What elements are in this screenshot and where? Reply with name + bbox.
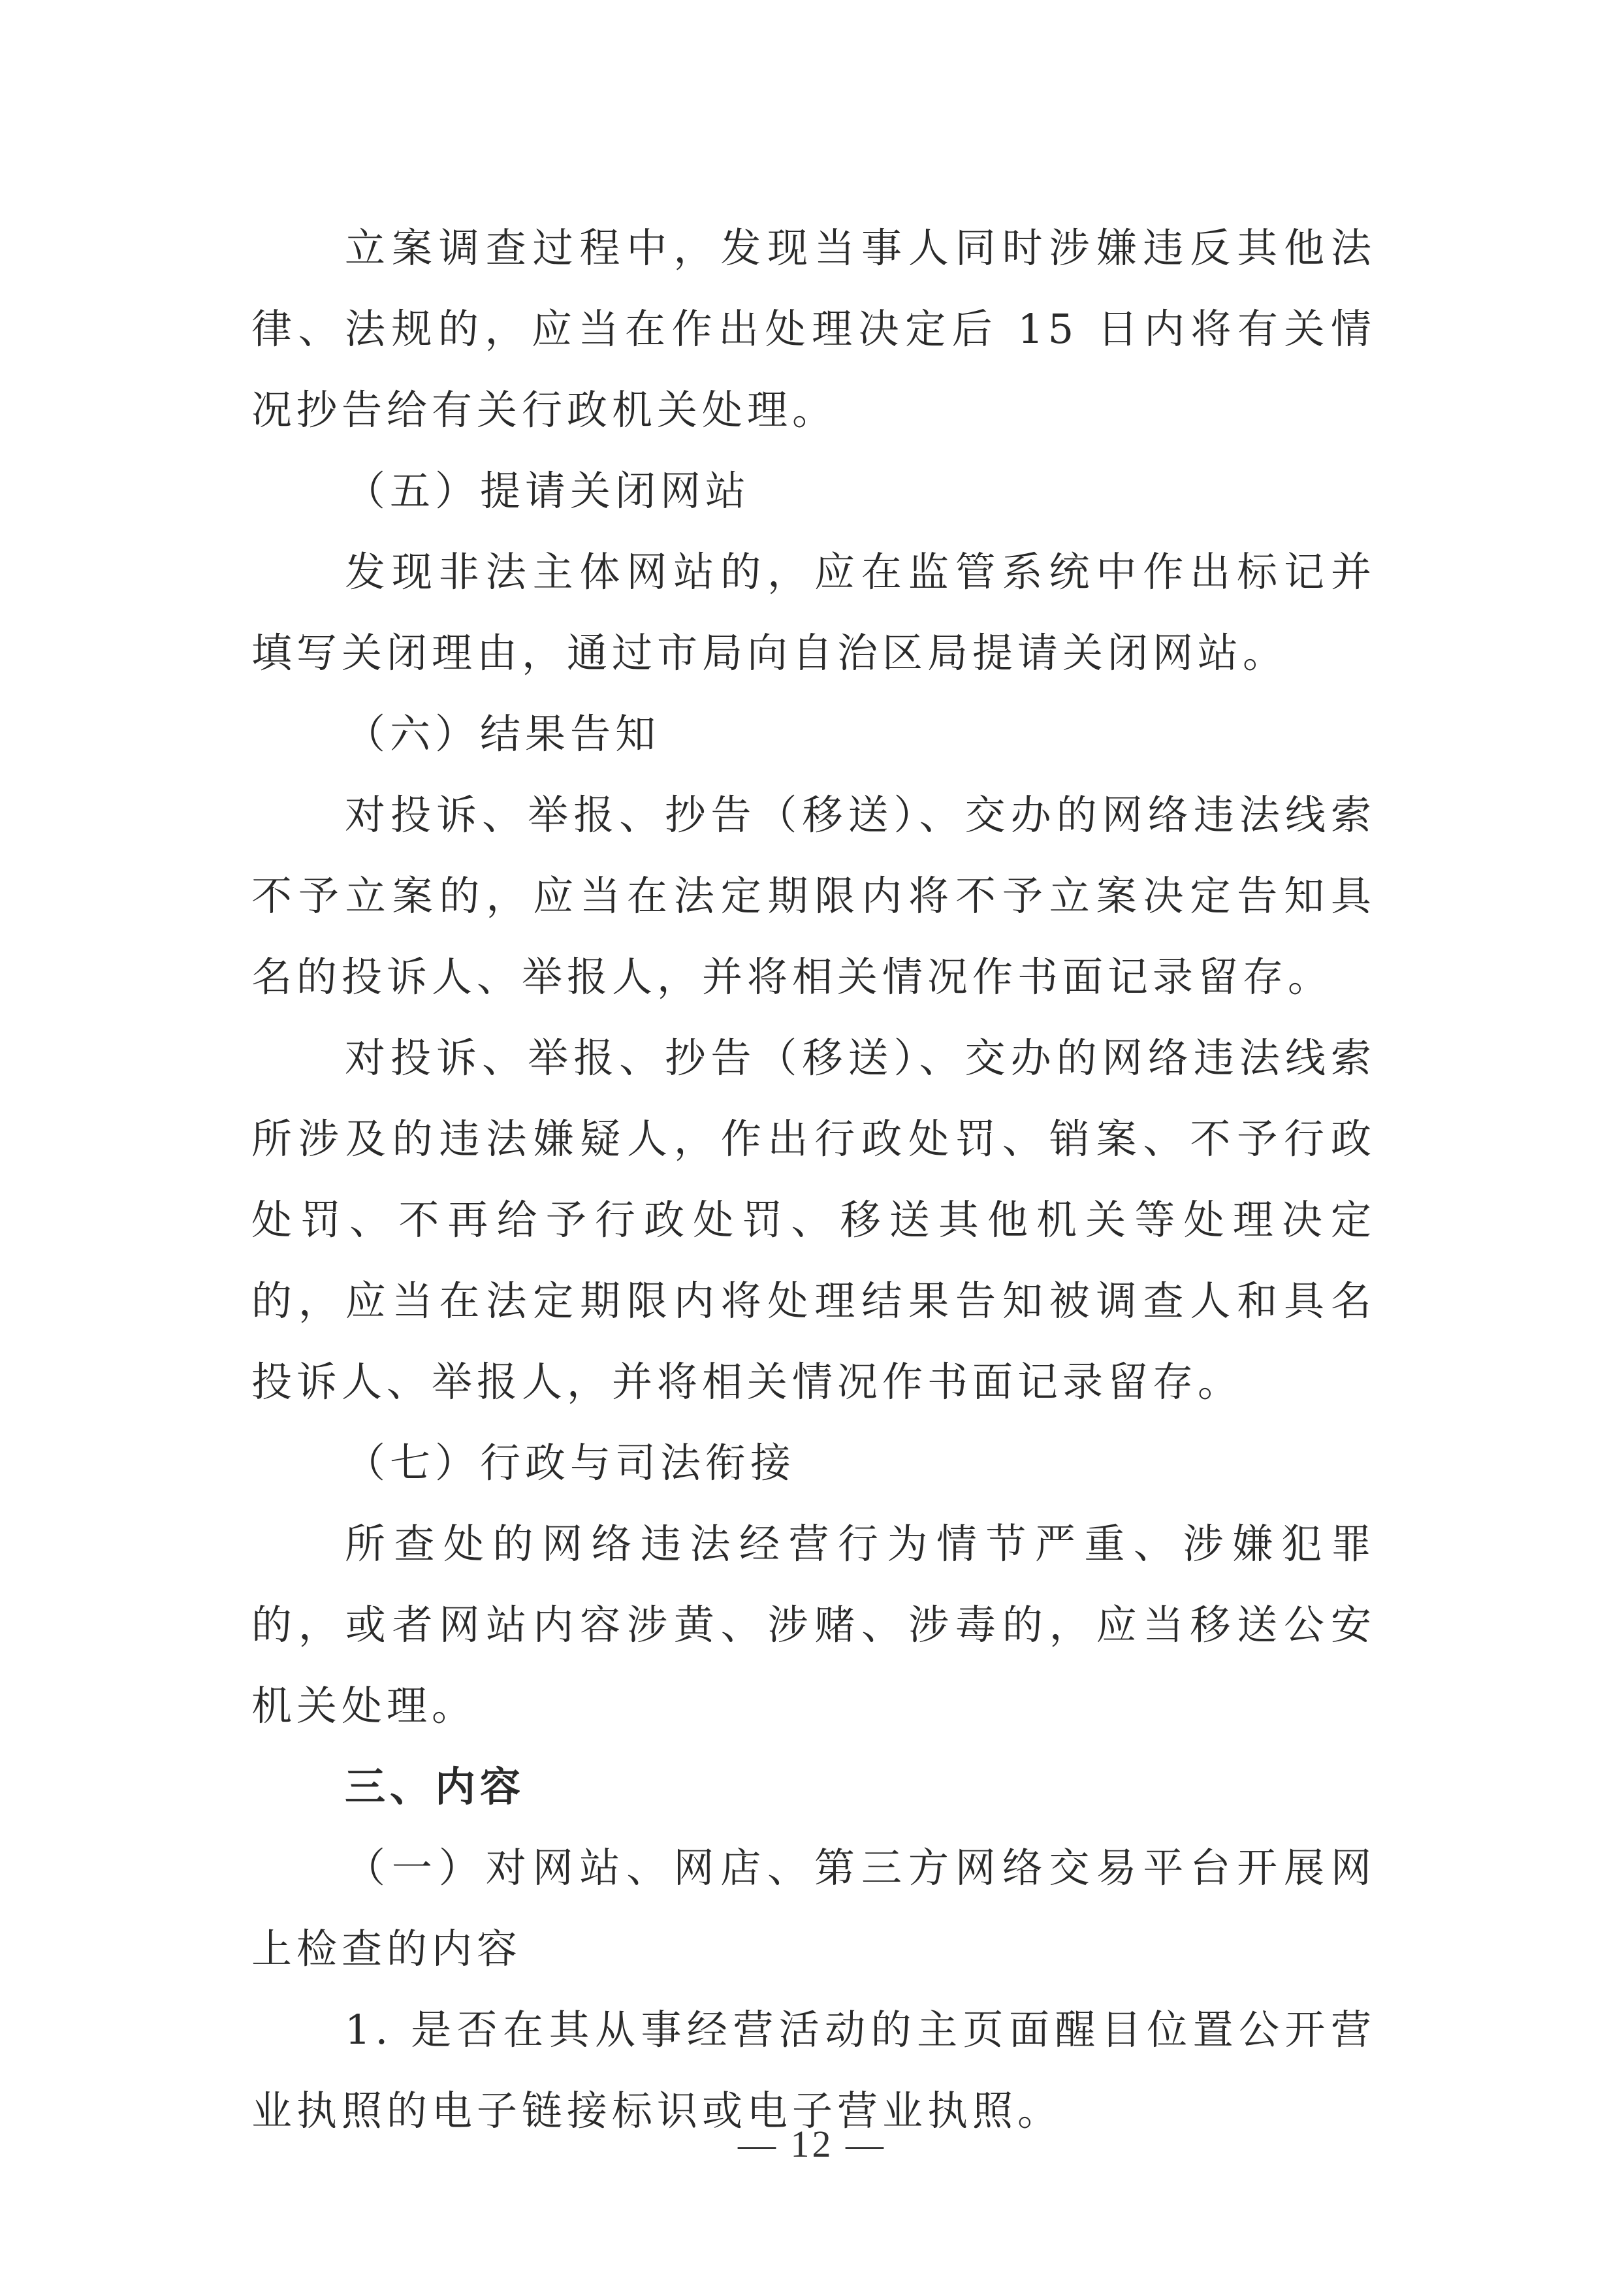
page-number: — 12 —: [738, 2123, 886, 2165]
section-heading-content: 三、内容: [345, 1763, 526, 1811]
subheading-administrative-judicial-link: （七）行政与司法衔接: [345, 1439, 796, 1487]
document-body: [251, 208, 1376, 2151]
subheading-close-website: （五）提请关闭网站: [345, 467, 751, 515]
paragraph-online-inspection-content: （一）对网站、网店、第三方网络交易平台开展网上检查的内容: [251, 1844, 1376, 1972]
paragraph-item-1-business-license: 1. 是否在其从事经营活动的主页面醒目位置公开营业执照的电子链接标识或电子营业执照。: [251, 2006, 1376, 2134]
paragraph-case-investigation-report: 立案调查过程中，发现当事人同时涉嫌违反其他法律、法规的，应当在作出处理决定后 15 日内将有关情况抄告给有关行政机关处理。: [251, 224, 1376, 434]
paragraph-transfer-police: 所查处的网络违法经营行为情节严重、涉嫌犯罪的，或者网站内容涉黄、涉赌、涉毒的，应当移送公安机关处理。: [251, 1520, 1376, 1730]
paragraph-no-case-notification: 对投诉、举报、抄告（移送）、交办的网络违法线索不予立案的，应当在法定期限内将不予立案决定告知具名的投诉人、举报人，并将相关情况作书面记录留存。: [251, 791, 1376, 1001]
subheading-result-notification: （六）结果告知: [345, 710, 661, 758]
paragraph-close-website: 发现非法主体网站的，应在监管系统中作出标记并填写关闭理由，通过市局向自治区局提请关闭网站。: [251, 548, 1376, 677]
paragraph-decision-notification: 对投诉、举报、抄告（移送）、交办的网络违法线索所涉及的违法嫌疑人，作出行政处罚、销案、不予行政处罚、不再给予行政处罚、移送其他机关等处理决定的，应当在法定期限内将处理结果告知被调查人和具名投诉人、举报人，并将相关情况作书面记录留存。: [251, 1034, 1376, 1406]
